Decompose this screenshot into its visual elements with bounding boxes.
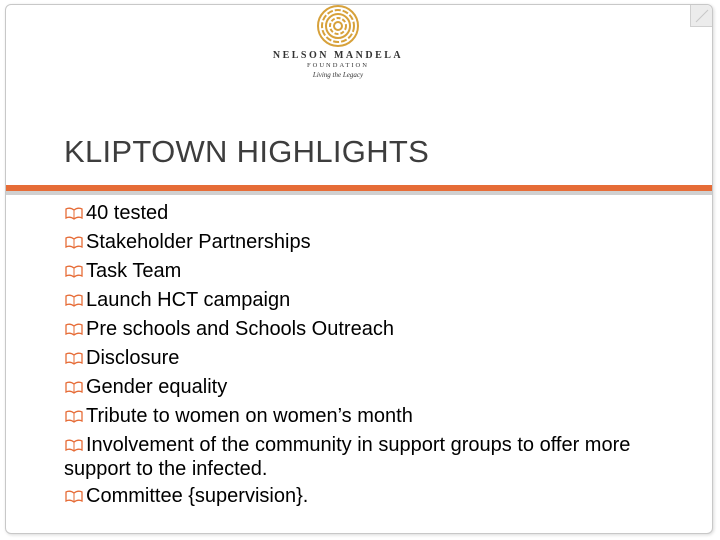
title-rule-grey — [6, 191, 712, 195]
bullet-item — [64, 346, 644, 370]
open-book-icon — [64, 318, 86, 332]
bullet-text: Task Team — [86, 260, 182, 282]
bullet-list — [64, 201, 644, 513]
corner-fold-icon — [695, 9, 709, 23]
nelson-mandela-foundation-logo — [263, 4, 413, 88]
bullet-text: Pre schools and Schools Outreach — [86, 318, 394, 340]
bullet-text: Launch HCT campaign — [86, 289, 291, 311]
logo-tagline: Living the Legacy — [312, 71, 364, 79]
bullet-item — [64, 433, 644, 481]
open-book-icon — [64, 260, 86, 274]
bullet-text: Gender equality — [86, 376, 228, 398]
bullet-item — [64, 317, 644, 341]
bullet-text: Stakeholder Partnerships — [86, 231, 311, 253]
bullet-text: Tribute to women on women’s month — [86, 405, 413, 427]
corner-tab — [690, 5, 712, 27]
bullet-item — [64, 288, 644, 312]
bullet-item — [64, 201, 644, 225]
bullet-item — [64, 230, 644, 254]
bullet-item — [64, 375, 644, 399]
open-book-icon — [64, 202, 86, 216]
bullet-text: Disclosure — [86, 347, 180, 369]
logo-name: NELSON MANDELA — [272, 50, 404, 61]
open-book-icon — [64, 347, 86, 361]
open-book-icon — [64, 485, 86, 499]
bullet-item — [64, 404, 644, 428]
bullet-text: Committee {supervision}. — [86, 485, 309, 507]
open-book-icon — [64, 289, 86, 303]
spiral-logo-icon — [316, 4, 360, 48]
open-book-icon — [64, 405, 86, 419]
bullet-text: Involvement of the community in support groups to offer more support to the infected. — [64, 434, 631, 480]
bullet-item — [64, 484, 644, 508]
logo-subtitle: FOUNDATION — [307, 62, 369, 69]
bullet-text: 40 tested — [86, 202, 169, 224]
open-book-icon — [64, 231, 86, 245]
open-book-icon — [64, 376, 86, 390]
slide-title: KLIPTOWN HIGHLIGHTS — [64, 134, 430, 169]
bullet-item — [64, 259, 644, 283]
open-book-icon — [64, 434, 86, 448]
